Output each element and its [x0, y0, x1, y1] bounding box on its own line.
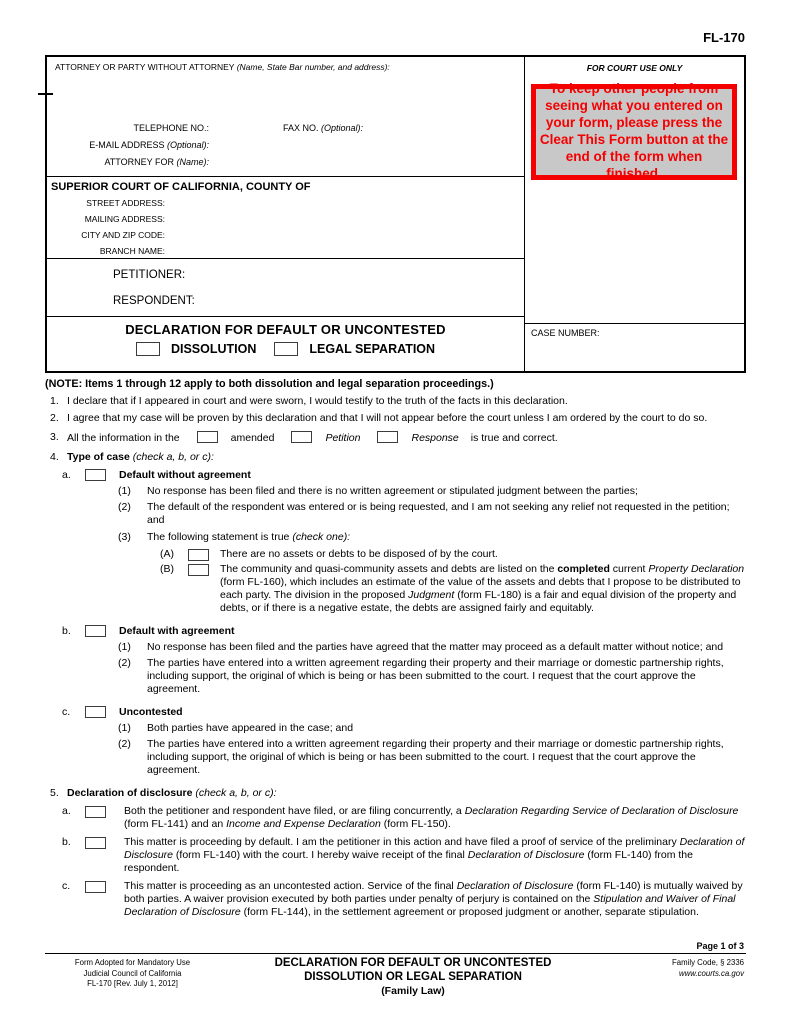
item-5-title: Declaration of disclosure (check a, b, or c): — [67, 787, 277, 799]
dissolution-checkbox[interactable] — [136, 342, 160, 356]
legal-separation-label: LEGAL SEPARATION — [309, 342, 436, 356]
petition-checkbox[interactable] — [291, 431, 312, 443]
item-1 — [45, 395, 746, 408]
item-4a-3 — [118, 531, 746, 544]
page-indicator: Page 1 of 3 — [696, 941, 744, 951]
footer-courts-url: www.courts.ca.gov — [679, 968, 744, 978]
item-5b — [62, 836, 746, 875]
court-title: SUPERIOR COURT OF CALIFORNIA, COUNTY OF — [51, 181, 311, 193]
item-4b-1-number: (1) — [118, 641, 131, 653]
amended-label: amended — [230, 432, 275, 444]
item-4a-3A-text: There are no assets or debts to be disposed of by the court. — [220, 548, 498, 560]
party-cell[interactable] — [47, 259, 524, 317]
item-4a — [62, 469, 746, 482]
item-4a-2-text: The default of the respondent was entered or is being requested, and I am not seeking any relief not requested in the petition; and — [147, 501, 730, 526]
form-number: FL-170 — [703, 30, 745, 45]
disclosure-mutual-waiver-checkbox[interactable] — [85, 881, 106, 893]
item-5b-text: This matter is proceeding by default. I am the petitioner in this action and have filed a proof of service of the preliminary Declaration of Disclosure (form FL-140) with the court. I hereby waive receipt of the final Declaration of Disclosure (form FL-140) from the respondent. — [124, 836, 745, 874]
item-5c — [62, 880, 746, 919]
item-5a-text: Both the petitioner and respondent have filed, or are filing concurrently, a Declaration Regarding Service of Declaration of Disclosure (form FL-141) and an Income and Expense Declaration (form FL-150). — [124, 805, 739, 830]
item-4a-1-number: (1) — [118, 485, 131, 497]
uncontested-checkbox[interactable] — [85, 706, 106, 718]
item-4c-letter: c. — [62, 706, 71, 718]
form-title: DECLARATION FOR DEFAULT OR UNCONTESTED — [125, 322, 446, 337]
item-4c-1-text: Both parties have appeared in the case; and — [147, 722, 354, 734]
item-4a-3B — [160, 563, 746, 615]
item-4 — [45, 451, 746, 464]
item-4c-2 — [118, 738, 746, 777]
respondent-label: RESPONDENT: — [113, 295, 195, 307]
item-4a-3B-text: The community and quasi-community assets and debts are listed on the completed current Property Declaration (form FL-160), which includes an estimate of the value of the assets and debts that I propose to be distributed to each party. The division in the proposed Judgment (form FL-180) is a fair and equal division of the property and debts, or if there is a negative estate, the debts are assigned fairly and equitably. — [220, 563, 745, 614]
item-3-tail-text: is true and correct. — [470, 432, 558, 444]
item-4c — [62, 706, 746, 719]
item-5b-letter: b. — [62, 836, 71, 848]
branch-name-label: BRANCH NAME: — [99, 246, 165, 256]
item-5c-letter: c. — [62, 880, 71, 892]
item-3 — [45, 431, 746, 445]
item-4a-1 — [118, 485, 746, 498]
item-4b-1-text: No response has been filed and the parties have agreed that the matter may proceed as a default matter without notice; and — [147, 641, 724, 653]
case-number-cell[interactable] — [525, 324, 744, 371]
item-1-text: I declare that if I appeared in court and were sworn, I would testify to the truth of the facts in this declaration. — [67, 395, 568, 407]
case-number-label: CASE NUMBER: — [531, 328, 600, 338]
item-3-lead-text: All the information in the — [67, 432, 180, 444]
footer-adoption-block — [45, 956, 220, 998]
footer-form-revision: FL-170 [Rev. July 1, 2012] — [87, 979, 178, 989]
response-checkbox[interactable] — [377, 431, 398, 443]
footer-title-line1: DECLARATION FOR DEFAULT OR UNCONTESTED — [274, 957, 552, 969]
attorney-for-label: ATTORNEY FOR (Name): — [104, 157, 209, 167]
item-2 — [45, 412, 746, 425]
footer-adoption-line1: Form Adopted for Mandatory Use — [74, 958, 191, 967]
item-1-number: 1. — [50, 395, 59, 407]
footer-family-code: Family Code, § 2336 — [672, 958, 744, 967]
fax-label: FAX NO. (Optional): — [283, 123, 364, 133]
response-label: Response — [411, 432, 459, 444]
item-4c-1-number: (1) — [118, 722, 131, 734]
footer-adoption-line2: Judicial Council of California — [83, 968, 182, 978]
item-4c-label: Uncontested — [119, 706, 183, 718]
for-court-use-only-label: FOR COURT USE ONLY — [586, 63, 683, 73]
item-5a — [62, 805, 746, 831]
amended-checkbox[interactable] — [197, 431, 218, 443]
caption-table — [45, 55, 746, 373]
item-4a-3B-number: (B) — [160, 563, 174, 575]
mailing-address-label: MAILING ADDRESS: — [84, 214, 165, 224]
attorney-info-cell[interactable] — [47, 57, 524, 177]
street-address-label: STREET ADDRESS: — [86, 198, 165, 208]
item-4c-2-text: The parties have entered into a written agreement regarding their property and their marriage or domestic partnership rights, including support, the original of which is being or has been submitted to the court. I request that the court approve the agreement. — [147, 738, 724, 776]
court-use-only-cell — [525, 63, 744, 324]
item-4a-1-text: No response has been filed and there is no written agreement or stipulated judgment between the parties; — [147, 485, 638, 497]
item-4a-3A-number: (A) — [160, 548, 174, 560]
item-4b-2-text: The parties have entered into a written agreement regarding their property and their marriage or domestic partnership rights, including support, the original of which is being or has been submitted to the court. I request that the court approve the agreement. — [147, 657, 724, 695]
telephone-label: TELEPHONE NO.: — [133, 123, 209, 133]
item-4a-3-number: (3) — [118, 531, 131, 543]
item-4-title: Type of case (check a, b, or c): — [67, 451, 214, 463]
item-5c-text: This matter is proceeding as an uncontested action. Service of the final Declaration of Disclosure (form FL-140) is mutually waived by both parties. A waiver provision executed by both parties under penalty of perjury is contained on the Stipulation and Waiver of Final Declaration of Disclosure (form FL-144), in the settlement agreement or proposed judgment or another, separate stipulation. — [124, 880, 743, 918]
footer-title-block — [220, 956, 606, 998]
property-declaration-checkbox[interactable] — [188, 564, 209, 576]
item-4a-letter: a. — [62, 469, 71, 481]
footer-title-line2: DISSOLUTION OR LEGAL SEPARATION — [304, 971, 522, 984]
item-5-number: 5. — [50, 787, 59, 799]
item-4a-3A — [160, 548, 746, 561]
item-4c-1 — [118, 722, 746, 735]
clear-form-warning: To keep other people from seeing what you entered on your form, please press the Clear This Form button at the end of the form when finished. — [531, 84, 737, 180]
footer-title-line3: (Family Law) — [381, 984, 445, 997]
dissolution-label: DISSOLUTION — [170, 342, 257, 356]
item-2-text: I agree that my case will be proven by this declaration and that I will not appear before the court unless I am ordered by the court to do so. — [67, 412, 708, 424]
note-line: (NOTE: Items 1 through 12 apply to both dissolution and legal separation proceedings.) — [45, 378, 494, 390]
footer-code-block — [606, 956, 746, 998]
default-without-agreement-checkbox[interactable] — [85, 469, 106, 481]
item-4b-2-number: (2) — [118, 657, 131, 669]
item-4a-2-number: (2) — [118, 501, 131, 513]
item-4a-2 — [118, 501, 746, 527]
item-4b-1 — [118, 641, 746, 654]
petition-label: Petition — [325, 432, 361, 444]
left-margin-dash — [38, 93, 53, 95]
item-4a-label: Default without agreement — [119, 469, 251, 481]
item-2-number: 2. — [50, 412, 59, 424]
page-footer — [45, 941, 746, 998]
item-4a-3-text: The following statement is true (check one): — [147, 531, 351, 543]
attorney-label: ATTORNEY OR PARTY WITHOUT ATTORNEY (Name, State Bar number, and address): — [55, 62, 390, 72]
no-assets-checkbox[interactable] — [188, 549, 209, 561]
email-label: E-MAIL ADDRESS (Optional): — [89, 140, 209, 150]
item-4b-label: Default with agreement — [119, 625, 235, 637]
petitioner-label: PETITIONER: — [113, 269, 186, 281]
disclosure-default-waiver-checkbox[interactable] — [85, 837, 106, 849]
item-5a-letter: a. — [62, 805, 71, 817]
item-4-number: 4. — [50, 451, 59, 463]
item-4c-2-number: (2) — [118, 738, 131, 750]
legal-separation-checkbox[interactable] — [274, 342, 298, 356]
disclosure-both-filed-checkbox[interactable] — [85, 806, 106, 818]
item-4b-2 — [118, 657, 746, 696]
item-4b — [62, 625, 746, 638]
item-5 — [45, 787, 746, 800]
court-info-cell[interactable] — [47, 177, 524, 259]
item-3-number: 3. — [50, 431, 59, 443]
form-title-cell — [47, 322, 524, 369]
default-with-agreement-checkbox[interactable] — [85, 625, 106, 637]
item-4b-letter: b. — [62, 625, 71, 637]
city-zip-label: CITY AND ZIP CODE: — [81, 230, 165, 240]
